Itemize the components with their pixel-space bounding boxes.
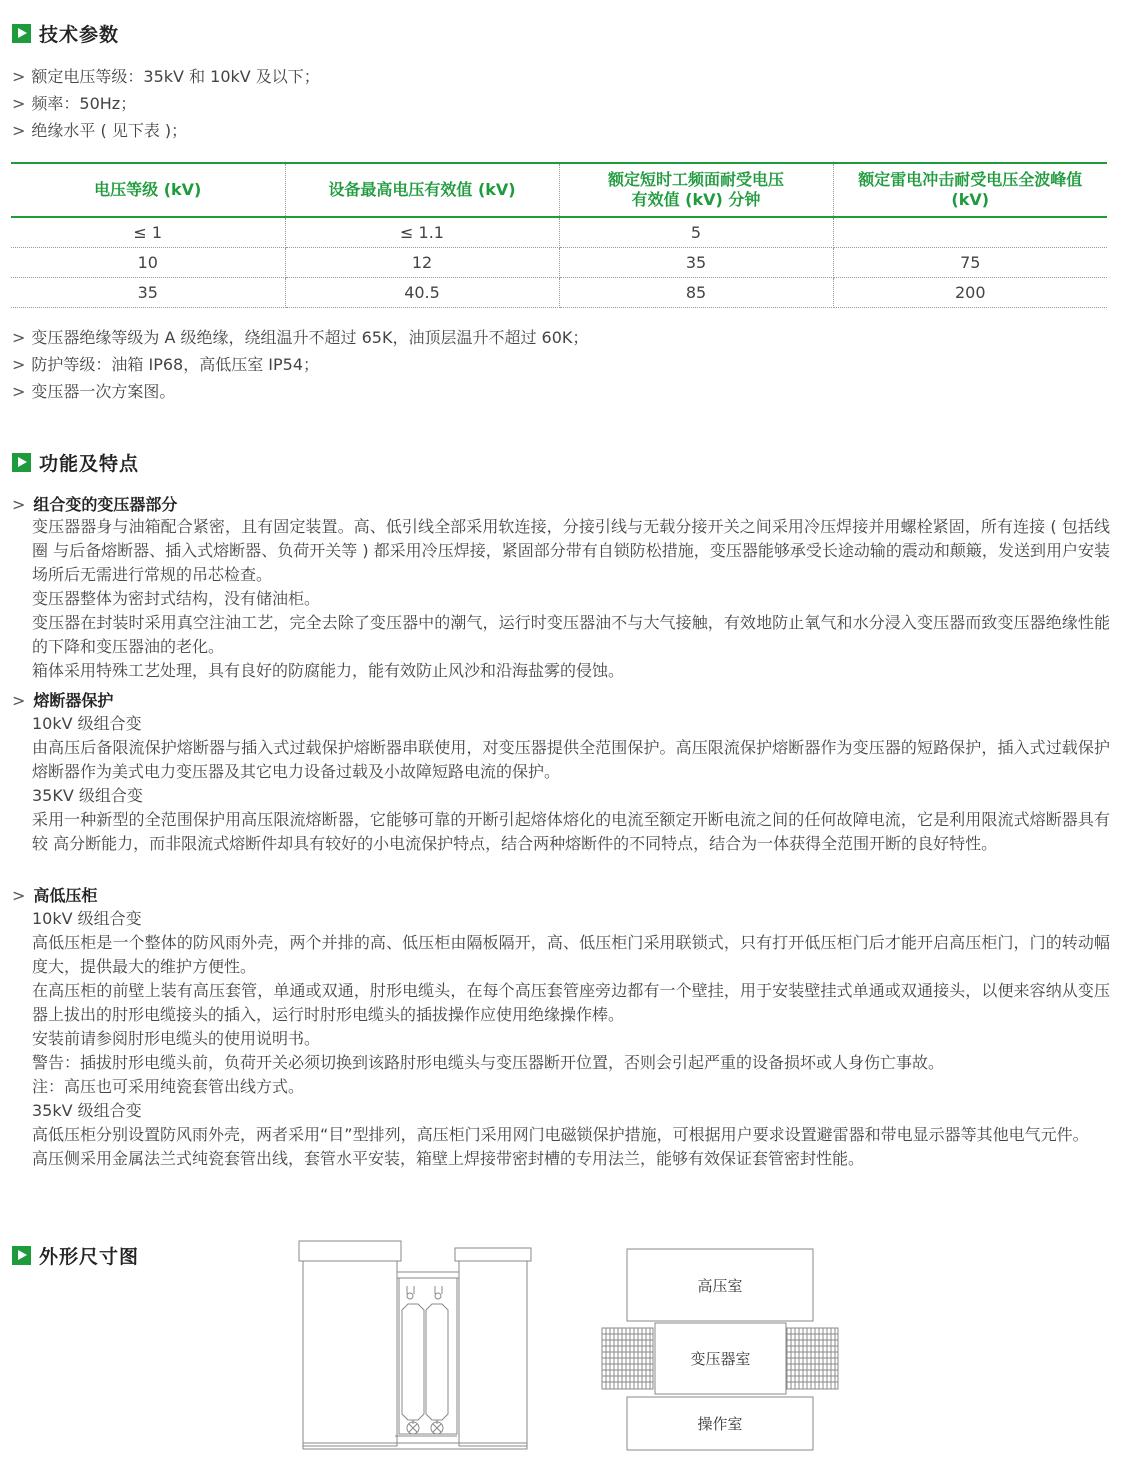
paragraph: 高压侧采用金属法兰式纯瓷套管出线，套管水平安装，箱壁上焊接带密封槽的专用法兰，能够有效保证套管密封性能。 xyxy=(32,1149,865,1168)
paragraph: 变压器整体为密封式结构，没有储油柜。 xyxy=(32,589,321,608)
chevron-right-icon: > xyxy=(12,886,26,905)
section-title: 技术参数 xyxy=(39,24,120,46)
section-header-dimensions xyxy=(12,1242,139,1269)
table-cell: 12 xyxy=(285,248,559,278)
section-header-tech xyxy=(12,20,119,47)
tech-line: > 变压器一次方案图。 xyxy=(12,382,176,401)
table-row xyxy=(11,217,1107,248)
tech-line: > 防护等级：油箱 IP68，高低压室 IP54； xyxy=(12,355,320,374)
play-icon xyxy=(12,24,31,43)
table-cell: ≤ 1.1 xyxy=(285,217,559,248)
table-cell: 40.5 xyxy=(285,278,559,308)
front-view-drawing xyxy=(296,1238,536,1454)
table-cell: ≤ 1 xyxy=(11,217,285,248)
feature-body-cabinet xyxy=(32,907,1110,1171)
paragraph: 采用一种新型的全范围保护用高压限流熔断器，它能够可靠的开断引起熔体熔化的电流至额定开断电流之间的任何故障电流，它是利用限流式熔断器具有较 高分断能力，而非限流式熔断件却具有较好的小电流保护特点，结合两种熔断件的不同特点，结合为一体获得全范围开断的良好特性。 xyxy=(32,810,1110,853)
chevron-right-icon: > xyxy=(12,328,26,347)
feature-title: > 高低压柜 xyxy=(12,886,98,905)
chevron-right-icon: > xyxy=(12,382,26,401)
operation-room-label: 操作室 xyxy=(697,1415,743,1433)
paragraph: 注：高压也可采用纯瓷套管出线方式。 xyxy=(32,1077,305,1096)
transformer-room-label: 变压器室 xyxy=(690,1350,751,1368)
section-header-features xyxy=(12,449,139,476)
section-title: 外形尺寸图 xyxy=(39,1246,140,1268)
table-cell: 85 xyxy=(559,278,833,308)
insulation-table xyxy=(11,162,1107,308)
paragraph: 10kV 级组合变 xyxy=(32,714,142,733)
chevron-right-icon: > xyxy=(12,67,26,86)
paragraph: 变压器在封装时采用真空注油工艺，完全去除了变压器中的潮气，运行时变压器油不与大气接触，有效地防止氧气和水分浸入变压器而致变压器绝缘性能的下降和变压器油的老化。 xyxy=(32,613,1110,656)
paragraph: 变压器器身与油箱配合紧密，且有固定装置。高、低引线全部采用软连接，分接引线与无载分接开关之间采用冷压焊接并用螺栓紧固，所有连接 ( 包括线圈 与后备熔断器、插入式熔断器、负荷开关等 ) 都采用冷压焊接，紧固部分带有自锁防松措施，变压器能够承受长途动输的震动和颠簸，发送到用户安装场所后无需进行常规的吊芯检查。 xyxy=(32,517,1110,584)
chevron-right-icon: > xyxy=(12,94,26,113)
table-cell: 5 xyxy=(559,217,833,248)
feature-body-transformer xyxy=(32,515,1110,683)
table-cell: 75 xyxy=(833,248,1107,278)
paragraph: 35KV 级组合变 xyxy=(32,786,143,805)
paragraph: 高低压柜分别设置防风雨外壳，两者采用“目”型排列，高压柜门采用网门电磁锁保护措施，可根据用户要求设置避雷器和带电显示器等其他电气元件。 xyxy=(32,1125,1089,1144)
feature-title: > 组合变的变压器部分 xyxy=(12,495,178,514)
plan-view-drawing xyxy=(598,1248,842,1452)
table-header-row xyxy=(11,163,1107,217)
section-title: 功能及特点 xyxy=(39,453,140,475)
table-header: 额定雷电冲击耐受电压全波峰值 (kV) xyxy=(833,163,1107,217)
paragraph: 高低压柜是一个整体的防风雨外壳，两个并排的高、低压柜由隔板隔开，高、低压柜门采用联锁式，只有打开低压柜门后才能开启高压柜门，门的转动幅度大，提供最大的维护方便性。 xyxy=(32,933,1110,976)
paragraph: 35kV 级组合变 xyxy=(32,1101,142,1120)
table-header: 设备最高电压有效值 (kV) xyxy=(285,163,559,217)
table-header: 额定短时工频面耐受电压有效值 (kV) 分钟 xyxy=(559,163,833,217)
table-cell: 10 xyxy=(11,248,285,278)
chevron-right-icon: > xyxy=(12,355,26,374)
paragraph: 10kV 级组合变 xyxy=(32,909,142,928)
paragraph: 箱体采用特殊工艺处理，具有良好的防腐能力，能有效防止风沙和沿海盐雾的侵蚀。 xyxy=(32,661,625,680)
tech-line: > 频率：50Hz； xyxy=(12,94,137,113)
table-cell: 200 xyxy=(833,278,1107,308)
chevron-right-icon: > xyxy=(12,691,26,710)
tech-line: > 绝缘水平 ( 见下表 )； xyxy=(12,121,188,140)
play-icon xyxy=(12,453,31,472)
high-voltage-room-label: 高压室 xyxy=(697,1276,743,1295)
paragraph: 安装前请参阅肘形电缆头的使用说明书。 xyxy=(32,1029,321,1048)
paragraph: 由高压后备限流保护熔断器与插入式过载保护熔断器串联使用，对变压器提供全范围保护。高压限流保护熔断器作为变压器的短路保护，插入式过载保护熔断器作为美式电力变压器及其它电力设备过载及小故障短路电流的保护。 xyxy=(32,738,1110,781)
play-icon xyxy=(12,1246,31,1265)
chevron-right-icon: > xyxy=(12,121,26,140)
table-row xyxy=(11,278,1107,308)
feature-body-fuse xyxy=(32,712,1110,856)
table-cell: 35 xyxy=(559,248,833,278)
table-header: 电压等级 (kV) xyxy=(11,163,285,217)
table-cell xyxy=(833,217,1107,248)
feature-title: > 熔断器保护 xyxy=(12,691,114,710)
table-cell: 35 xyxy=(11,278,285,308)
chevron-right-icon: > xyxy=(12,495,26,514)
paragraph: 警告：插拔肘形电缆头前，负荷开关必须切换到该路肘形电缆头与变压器断开位置，否则会引起严重的设备损坏或人身伤亡事故。 xyxy=(32,1053,945,1072)
tech-line: > 额定电压等级：35kV 和 10kV 及以下； xyxy=(12,67,320,86)
table-row xyxy=(11,248,1107,278)
paragraph: 在高压柜的前壁上装有高压套管，单通或双通，肘形电缆头，在每个高压套管座旁边都有一个壁挂，用于安装壁挂式单通或双通接头，以便来容纳从变压器上拔出的肘形电缆接头的插入，运行时肘形电缆头的插拔操作应使用绝缘操作棒。 xyxy=(32,981,1110,1024)
tech-line: > 变压器绝缘等级为 A 级绝缘，绕组温升不超过 65K，油顶层温升不超过 60K； xyxy=(12,328,589,347)
